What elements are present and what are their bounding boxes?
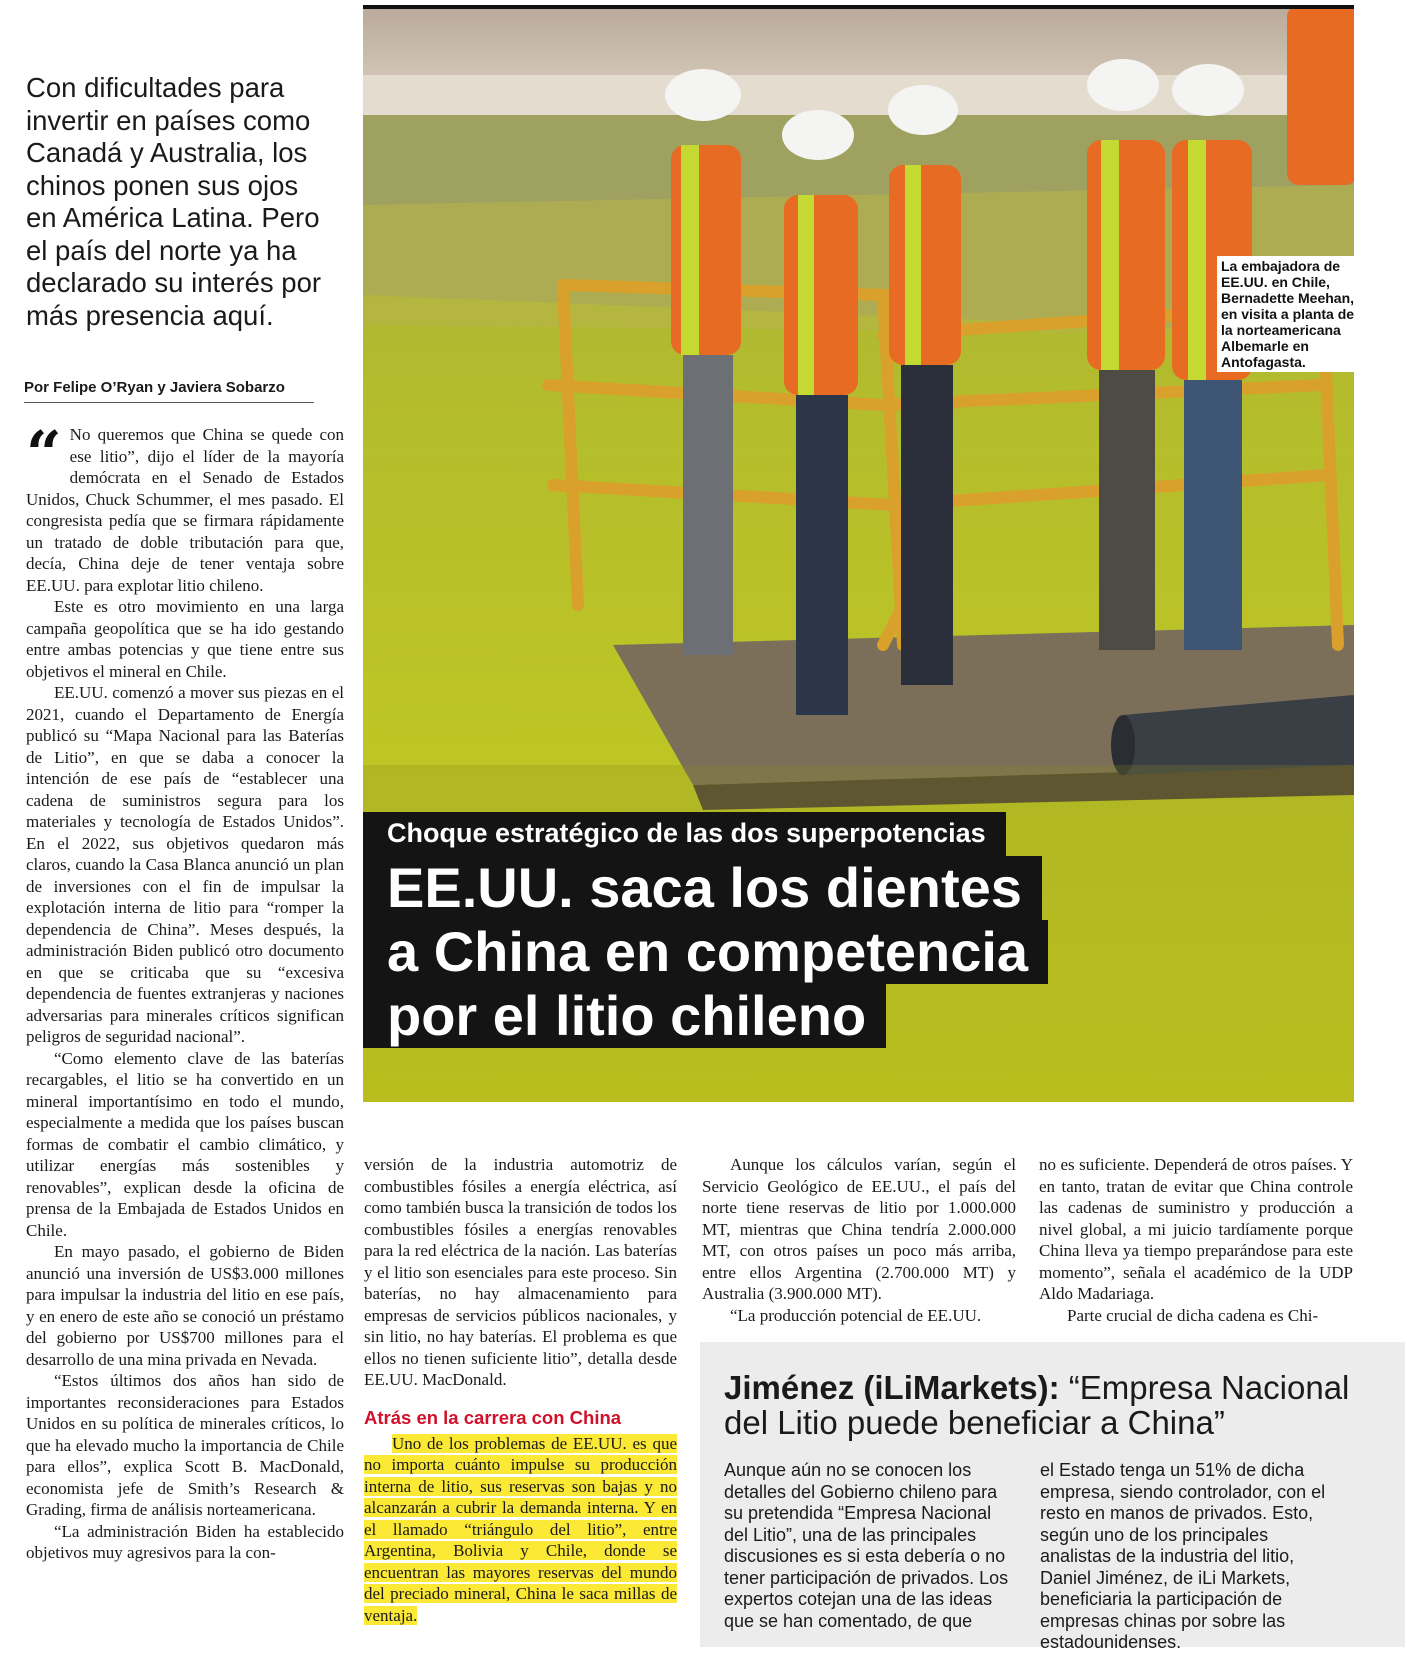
article-paragraph: “La producción potencial de EE.UU.	[730, 1305, 982, 1325]
headline-block	[363, 812, 1048, 1048]
sidebar-title-quote: “Empresa Nacional del Litio puede beneficiar a China”	[724, 1369, 1350, 1441]
sidebar-column-2: el Estado tenga un 51% de dicha empresa, siendo controlador, con el resto en manos de privados. Esto, según uno de los principales analistas de la industria del litio, Daniel Jiménez, de iLi Markets, beneficiaria la participación de empresas chinas por sobre las estadounidenses.	[1040, 1460, 1326, 1652]
article-paragraph: En mayo pasado, el gobierno de Biden anunció una inversión de US$3.000 millones para impulsar la industria del litio en ese país, y en enero de este año se conoció un préstamo del gobierno por US$700 millones para el desarrollo de una mina privada en Nevada.	[26, 1242, 344, 1369]
article-paragraph: versión de la industria automotriz de combustibles fósiles a energía eléctrica, así como también busca la transición de todos los combustibles fósiles a energías renovables para la red eléctrica de la nación. Las baterías y el litio son esenciales para este proceso. Sin baterías, no hay almacenamiento para empresas de servicios públicos nacionales, y sin litio, no hay baterías. El problema es que ellos no tienen suficiente litio”, detalla desde EE.UU. MacDonald.	[364, 1155, 678, 1389]
article-column-4	[1039, 1154, 1353, 1326]
article-paragraph: “Estos últimos dos años han sido de importantes reconsideraciones para Estados Unidos en su política de minerales críticos, lo que ha elevado mucho la importancia de Chile para ellos”, explica Scott B. MacDonald, economista jefe de Smith’s Research & Grading, firma de análisis norteamericana.	[26, 1371, 344, 1519]
sidebar-title-speaker: Jiménez (iLiMarkets):	[724, 1369, 1060, 1406]
text-highlight: Uno de los problemas de EE.UU. es que no importa cuánto impulse su producción interna de litio, sus reservas son bajas y no alcanzarán a cubrir la demanda interna. Y en el llamado “triángulo del litio”, entre Argentina, Bolivia y Chile, donde se encuentran las mayores reservas del mundo del preciado mineral, China le saca millas de ventaja.	[364, 1433, 677, 1625]
photo-caption: La embajadora de EE.UU. en Chile, Bernadette Meehan, en visita a planta de la norteamericana Albemarle en Antofagasta.	[1217, 256, 1365, 372]
sidebar-box	[700, 1342, 1405, 1652]
article-paragraph: Parte crucial de dicha cadena es Chi-	[1067, 1305, 1319, 1325]
article-paragraph: Este es otro movimiento en una larga campaña geopolítica que se ha ido gestando entre ambas potencias y que tiene entre sus objetivos el mineral en Chile.	[26, 597, 344, 681]
quote-mark-icon: “	[26, 417, 62, 490]
sidebar-title	[724, 1370, 1364, 1440]
headline-line-3: por el litio chileno	[363, 984, 886, 1048]
article-paragraph: no es suficiente. Dependerá de otros países. Y en tanto, tratan de evitar que China controle las cadenas de suministro y producción a nivel global, a mi juicio tardíamente porque China lleva ya tiempo preparándose para este momento”, señala el académico de la UDP Aldo Madariaga.	[1039, 1155, 1353, 1303]
headline-kicker: Choque estratégico de las dos superpotencias	[363, 812, 1006, 856]
headline-line-1: EE.UU. saca los dientes	[363, 856, 1042, 920]
article-paragraph: “ No queremos que China se quede con ese litio”, dijo el líder de la mayoría demócrata en el Senado de Estados Unidos, Chuck Schummer, el mes pasado. El congresista pedía que se firmara rápidamente un tratado de doble tributación para que, decía, China deje de tener ventaja sobre EE.UU. para explotar litio chileno.	[26, 417, 344, 595]
deck-text: Con dificultades para invertir en países como Canadá y Australia, los chinos ponen sus ojos en América Latina. Pero el país del norte ya ha declarado su interés por más presencia aquí.	[26, 72, 322, 331]
article-paragraph: “Como elemento clave de las baterías recargables, el litio se ha convertido en un mineral importantísimo en todo el mundo, especialmente a medida que los países buscan formas de combatir el cambio climático, y utilizar energías más sostenibles y renovables”, explican desde la oficina de prensa de la Embajada de Estados Unidos en Chile.	[26, 1048, 344, 1240]
article-paragraph: “La administración Biden ha establecido objetivos muy agresivos para la con-	[26, 1521, 344, 1562]
article-column-2	[364, 1154, 677, 1626]
sidebar-column-1: Aunque aún no se conocen los detalles del Gobierno chileno para su pretendida “Empresa Nacional del Litio”, una de las principales discusiones es si esta debería o no tener participación de privados. Los expertos cotejan una de las ideas que se han comentado, de que	[724, 1460, 1009, 1631]
article-paragraph: EE.UU. comenzó a mover sus piezas en el 2021, cuando el Departamento de Energía publicó su “Mapa Nacional para las Baterías de Litio”, en que se daba a conocer la intención de ese país de “establecer una cadena de suministros segura para los materiales y tecnología de Estados Unidos”. En el 2022, sus objetivos quedaron más claros, cuando la Casa Blanca anunció un plan de inversiones con el fin de impulsar la explotación interna de litio para “romper la dependencia de China”. Meses después, la administración Biden publicó otro documento en que se criticaba que su “excesiva dependencia de fuentes extranjeras y naciones adversarias para minerales críticos significan peligros de seguridad nacional”.	[26, 683, 344, 1046]
article-paragraph: Aunque los cálculos varían, según el Servicio Geológico de EE.UU., el país del norte tiene reservas de litio por 1.000.000 MT, mientras que China tendría 2.000.000 MT, con otros países un poco más arriba, entre ellos Argentina (2.700.000 MT) y Australia (3.900.000 MT).	[702, 1155, 1016, 1303]
section-subhead: Atrás en la carrera con China	[364, 1406, 622, 1428]
headline-line-2: a China en competencia	[363, 920, 1048, 984]
highlighted-paragraph	[364, 1433, 677, 1627]
photo-top-rule	[363, 5, 1354, 9]
byline: Por Felipe O’Ryan y Javiera Sobarzo	[24, 379, 314, 403]
article-column-1	[26, 417, 344, 1564]
article-column-3	[702, 1154, 1016, 1326]
